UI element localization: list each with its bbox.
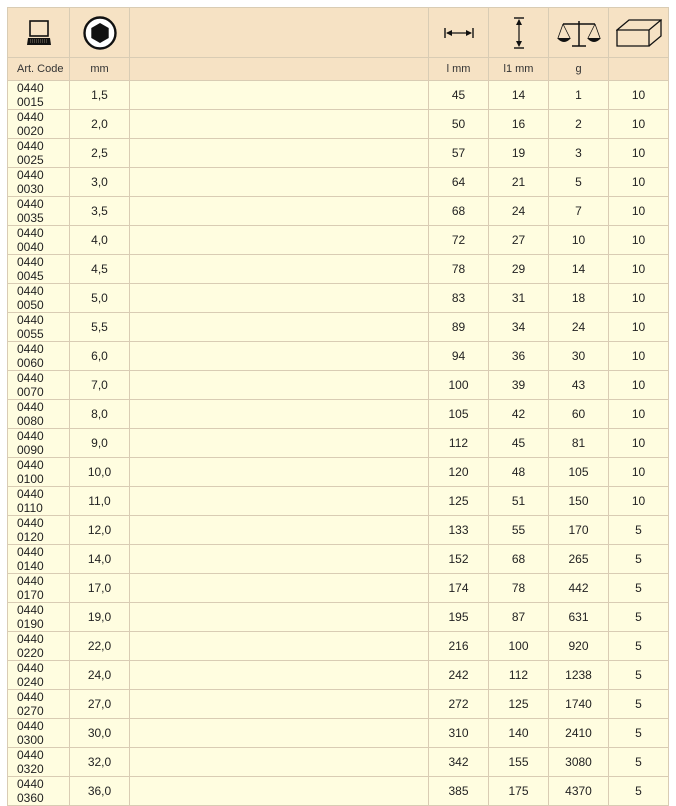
cell-length: 100 <box>429 371 489 400</box>
cell-pack-qty: 10 <box>609 487 669 516</box>
table-row <box>7 632 669 661</box>
table-row <box>7 429 669 458</box>
cell-length: 83 <box>429 284 489 313</box>
cell-l1: 48 <box>489 458 549 487</box>
cell-l1: 16 <box>489 110 549 139</box>
cell-pack-qty: 5 <box>609 545 669 574</box>
cell-art-code: 0440 0015 <box>7 81 70 110</box>
cell-l1: 175 <box>489 777 549 806</box>
cell-size-mm: 17,0 <box>70 574 130 603</box>
cell-length: 89 <box>429 313 489 342</box>
header-mm: mm <box>70 58 130 81</box>
cell-weight: 105 <box>549 458 609 487</box>
cell-pack-qty: 5 <box>609 661 669 690</box>
cell-art-code: 0440 0270 <box>7 690 70 719</box>
cell-weight: 3 <box>549 139 609 168</box>
cell-art-code: 0440 0220 <box>7 632 70 661</box>
cell-weight: 24 <box>549 313 609 342</box>
cell-blank <box>130 777 429 806</box>
cell-pack-qty: 10 <box>609 429 669 458</box>
cell-l1: 55 <box>489 516 549 545</box>
cell-art-code: 0440 0090 <box>7 429 70 458</box>
icon-cell-blank <box>130 7 429 58</box>
cell-blank <box>130 400 429 429</box>
cell-size-mm: 27,0 <box>70 690 130 719</box>
cell-length: 57 <box>429 139 489 168</box>
cell-size-mm: 14,0 <box>70 545 130 574</box>
icon-cell-code <box>7 7 70 58</box>
header-l-mm: l mm <box>429 58 489 81</box>
table-row <box>7 661 669 690</box>
cell-size-mm: 2,0 <box>70 110 130 139</box>
cell-length: 216 <box>429 632 489 661</box>
cell-weight: 265 <box>549 545 609 574</box>
cell-l1: 29 <box>489 255 549 284</box>
cell-pack-qty: 5 <box>609 748 669 777</box>
cell-weight: 1 <box>549 81 609 110</box>
cell-pack-qty: 5 <box>609 603 669 632</box>
cell-size-mm: 7,0 <box>70 371 130 400</box>
cell-length: 385 <box>429 777 489 806</box>
cell-length: 68 <box>429 197 489 226</box>
cell-pack-qty: 10 <box>609 400 669 429</box>
cell-l1: 14 <box>489 81 549 110</box>
cell-weight: 1238 <box>549 661 609 690</box>
table-row <box>7 545 669 574</box>
cell-length: 112 <box>429 429 489 458</box>
cell-art-code: 0440 0190 <box>7 603 70 632</box>
cell-blank <box>130 226 429 255</box>
cell-l1: 125 <box>489 690 549 719</box>
cell-weight: 3080 <box>549 748 609 777</box>
cell-size-mm: 2,5 <box>70 139 130 168</box>
cell-blank <box>130 139 429 168</box>
cell-blank <box>130 690 429 719</box>
cell-l1: 39 <box>489 371 549 400</box>
cell-blank <box>130 313 429 342</box>
cell-weight: 170 <box>549 516 609 545</box>
table-row <box>7 110 669 139</box>
cell-size-mm: 1,5 <box>70 81 130 110</box>
table-row <box>7 284 669 313</box>
column-header-row <box>7 58 669 81</box>
icon-cell-height <box>489 7 549 58</box>
table-row <box>7 226 669 255</box>
cell-length: 174 <box>429 574 489 603</box>
cell-blank <box>130 487 429 516</box>
table-row <box>7 255 669 284</box>
icon-cell-length <box>429 7 489 58</box>
cell-art-code: 0440 0300 <box>7 719 70 748</box>
cell-blank <box>130 632 429 661</box>
cell-blank <box>130 719 429 748</box>
cell-size-mm: 19,0 <box>70 603 130 632</box>
cell-weight: 43 <box>549 371 609 400</box>
cell-size-mm: 32,0 <box>70 748 130 777</box>
cell-size-mm: 6,0 <box>70 342 130 371</box>
header-l1-mm: l1 mm <box>489 58 549 81</box>
cell-size-mm: 11,0 <box>70 487 130 516</box>
cell-pack-qty: 10 <box>609 371 669 400</box>
table-row <box>7 81 669 110</box>
cell-l1: 112 <box>489 661 549 690</box>
cell-size-mm: 8,0 <box>70 400 130 429</box>
cell-l1: 19 <box>489 139 549 168</box>
cell-length: 133 <box>429 516 489 545</box>
cell-size-mm: 4,5 <box>70 255 130 284</box>
cell-l1: 34 <box>489 313 549 342</box>
cell-length: 152 <box>429 545 489 574</box>
cell-weight: 631 <box>549 603 609 632</box>
cell-length: 120 <box>429 458 489 487</box>
cell-l1: 140 <box>489 719 549 748</box>
header-pack <box>609 58 669 81</box>
cell-weight: 7 <box>549 197 609 226</box>
cell-length: 310 <box>429 719 489 748</box>
cell-art-code: 0440 0100 <box>7 458 70 487</box>
header-blank <box>130 58 429 81</box>
cell-weight: 2410 <box>549 719 609 748</box>
table-row <box>7 168 669 197</box>
cell-weight: 14 <box>549 255 609 284</box>
cell-length: 195 <box>429 603 489 632</box>
cell-length: 105 <box>429 400 489 429</box>
cell-size-mm: 9,0 <box>70 429 130 458</box>
cell-pack-qty: 10 <box>609 458 669 487</box>
cell-blank <box>130 342 429 371</box>
cell-blank <box>130 81 429 110</box>
scale-icon <box>557 18 601 48</box>
table-row <box>7 458 669 487</box>
table-row <box>7 516 669 545</box>
table-row <box>7 371 669 400</box>
cell-weight: 18 <box>549 284 609 313</box>
table-row <box>7 690 669 719</box>
computer-icon <box>26 18 52 48</box>
table-body <box>7 81 669 806</box>
cell-art-code: 0440 0030 <box>7 168 70 197</box>
cell-pack-qty: 10 <box>609 226 669 255</box>
cell-weight: 2 <box>549 110 609 139</box>
cell-art-code: 0440 0025 <box>7 139 70 168</box>
cell-pack-qty: 10 <box>609 197 669 226</box>
cell-blank <box>130 168 429 197</box>
table-row <box>7 777 669 806</box>
cell-art-code: 0440 0110 <box>7 487 70 516</box>
cell-size-mm: 12,0 <box>70 516 130 545</box>
cell-size-mm: 30,0 <box>70 719 130 748</box>
cell-blank <box>130 110 429 139</box>
cell-blank <box>130 748 429 777</box>
cell-size-mm: 10,0 <box>70 458 130 487</box>
cell-pack-qty: 10 <box>609 81 669 110</box>
cell-l1: 87 <box>489 603 549 632</box>
cell-art-code: 0440 0320 <box>7 748 70 777</box>
cell-weight: 920 <box>549 632 609 661</box>
cell-blank <box>130 284 429 313</box>
cell-weight: 81 <box>549 429 609 458</box>
cell-blank <box>130 574 429 603</box>
cell-weight: 4370 <box>549 777 609 806</box>
cell-pack-qty: 10 <box>609 110 669 139</box>
table-row <box>7 342 669 371</box>
cell-l1: 155 <box>489 748 549 777</box>
table-row <box>7 748 669 777</box>
cell-length: 125 <box>429 487 489 516</box>
table-row <box>7 139 669 168</box>
cell-art-code: 0440 0360 <box>7 777 70 806</box>
cell-size-mm: 5,5 <box>70 313 130 342</box>
cell-length: 64 <box>429 168 489 197</box>
length-arrow-icon <box>444 26 474 40</box>
height-arrow-icon <box>512 17 526 49</box>
cell-size-mm: 4,0 <box>70 226 130 255</box>
cell-l1: 21 <box>489 168 549 197</box>
cell-length: 50 <box>429 110 489 139</box>
cell-blank <box>130 255 429 284</box>
cell-blank <box>130 516 429 545</box>
cell-weight: 10 <box>549 226 609 255</box>
cell-pack-qty: 5 <box>609 777 669 806</box>
cell-pack-qty: 5 <box>609 516 669 545</box>
icon-header-row <box>7 7 669 58</box>
spec-table <box>7 7 669 806</box>
table-row <box>7 313 669 342</box>
cell-l1: 27 <box>489 226 549 255</box>
cell-pack-qty: 10 <box>609 313 669 342</box>
cell-pack-qty: 5 <box>609 719 669 748</box>
cell-weight: 5 <box>549 168 609 197</box>
cell-art-code: 0440 0060 <box>7 342 70 371</box>
cell-pack-qty: 5 <box>609 632 669 661</box>
cell-pack-qty: 10 <box>609 255 669 284</box>
box-icon <box>616 18 662 48</box>
cell-art-code: 0440 0170 <box>7 574 70 603</box>
cell-art-code: 0440 0020 <box>7 110 70 139</box>
cell-l1: 24 <box>489 197 549 226</box>
cell-art-code: 0440 0040 <box>7 226 70 255</box>
spec-table-container <box>7 7 669 806</box>
header-art-code: Art. Code <box>7 58 70 81</box>
cell-length: 78 <box>429 255 489 284</box>
cell-pack-qty: 10 <box>609 139 669 168</box>
cell-art-code: 0440 0035 <box>7 197 70 226</box>
cell-l1: 36 <box>489 342 549 371</box>
cell-pack-qty: 5 <box>609 574 669 603</box>
cell-blank <box>130 371 429 400</box>
cell-weight: 60 <box>549 400 609 429</box>
table-row <box>7 603 669 632</box>
cell-size-mm: 36,0 <box>70 777 130 806</box>
cell-l1: 100 <box>489 632 549 661</box>
cell-pack-qty: 10 <box>609 168 669 197</box>
cell-art-code: 0440 0045 <box>7 255 70 284</box>
cell-size-mm: 3,0 <box>70 168 130 197</box>
table-row <box>7 719 669 748</box>
icon-cell-size <box>70 7 130 58</box>
cell-blank <box>130 661 429 690</box>
hexagon-icon <box>82 15 118 51</box>
cell-pack-qty: 10 <box>609 284 669 313</box>
cell-art-code: 0440 0120 <box>7 516 70 545</box>
cell-blank <box>130 197 429 226</box>
cell-pack-qty: 5 <box>609 690 669 719</box>
cell-weight: 30 <box>549 342 609 371</box>
cell-blank <box>130 603 429 632</box>
cell-art-code: 0440 0055 <box>7 313 70 342</box>
icon-cell-pack <box>609 7 669 58</box>
header-g: g <box>549 58 609 81</box>
cell-length: 72 <box>429 226 489 255</box>
table-row <box>7 487 669 516</box>
cell-length: 242 <box>429 661 489 690</box>
cell-l1: 51 <box>489 487 549 516</box>
cell-weight: 150 <box>549 487 609 516</box>
cell-art-code: 0440 0140 <box>7 545 70 574</box>
cell-l1: 31 <box>489 284 549 313</box>
cell-art-code: 0440 0070 <box>7 371 70 400</box>
cell-size-mm: 22,0 <box>70 632 130 661</box>
cell-l1: 68 <box>489 545 549 574</box>
table-row <box>7 400 669 429</box>
cell-art-code: 0440 0080 <box>7 400 70 429</box>
cell-blank <box>130 545 429 574</box>
cell-length: 272 <box>429 690 489 719</box>
cell-size-mm: 3,5 <box>70 197 130 226</box>
cell-art-code: 0440 0240 <box>7 661 70 690</box>
cell-weight: 1740 <box>549 690 609 719</box>
cell-weight: 442 <box>549 574 609 603</box>
cell-length: 45 <box>429 81 489 110</box>
cell-l1: 45 <box>489 429 549 458</box>
cell-length: 94 <box>429 342 489 371</box>
table-row <box>7 197 669 226</box>
cell-blank <box>130 458 429 487</box>
cell-size-mm: 24,0 <box>70 661 130 690</box>
cell-size-mm: 5,0 <box>70 284 130 313</box>
cell-length: 342 <box>429 748 489 777</box>
icon-cell-weight <box>549 7 609 58</box>
cell-pack-qty: 10 <box>609 342 669 371</box>
cell-blank <box>130 429 429 458</box>
cell-l1: 42 <box>489 400 549 429</box>
table-row <box>7 574 669 603</box>
cell-art-code: 0440 0050 <box>7 284 70 313</box>
cell-l1: 78 <box>489 574 549 603</box>
